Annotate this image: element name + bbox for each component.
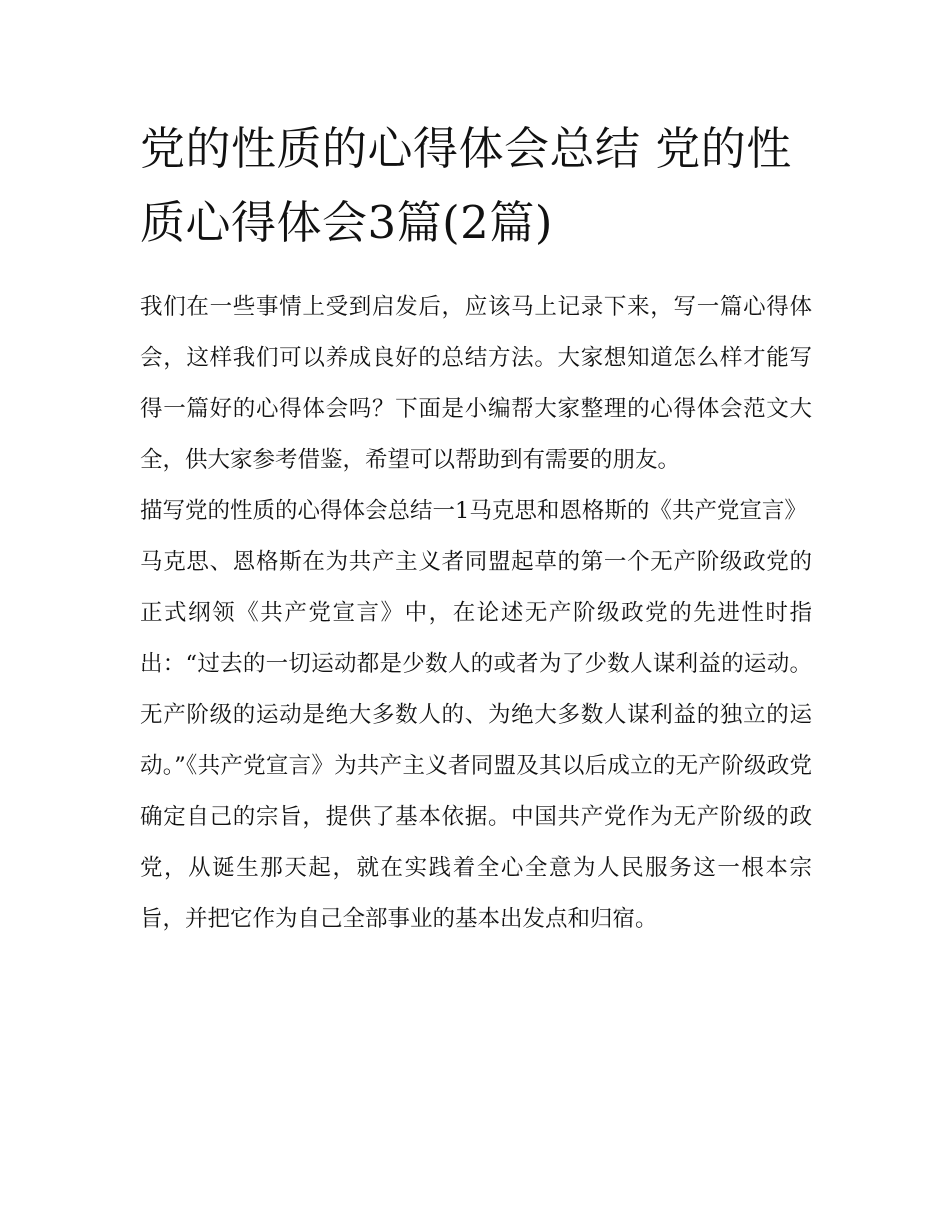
document-page <box>140 112 812 945</box>
section-heading: 描写党的性质的心得体会总结一1马克思和恩格斯的《共产党宣言》 <box>140 498 807 524</box>
intro-paragraph: 我们在一些事情上受到启发后，应该马上记录下来，写一篇心得体会，这样我们可以养成良好的总结方法。大家想知道怎么样才能写得一篇好的心得体会吗？下面是小编帮大家整理的心得体会范文大全，供大家参考借鉴，希望可以帮助到有需要的朋友。 <box>140 294 812 473</box>
document-title: 党的性质的心得体会总结 党的性质心得体会3篇(2篇) <box>140 122 792 249</box>
body-paragraph: 马克思、恩格斯在为共产主义者同盟起草的第一个无产阶级政党的正式纲领《共产党宣言》中，在论述无产阶级政党的先进性时指出：“过去的一切运动都是少数人的或者为了少数人谋利益的运动。无产阶级的运动是绝大多数人的、为绝大多数人谋利益的独立的运动。”《共产党宣言》为共产主义者同盟及其以后成立的无产阶级政党确定自己的宗旨，提供了基本依据。中国共产党作为无产阶级的政党，从诞生那天起，就在实践着全心全意为人民服务这一根本宗旨，并把它作为自己全部事业的基本出发点和归宿。 <box>140 549 812 932</box>
